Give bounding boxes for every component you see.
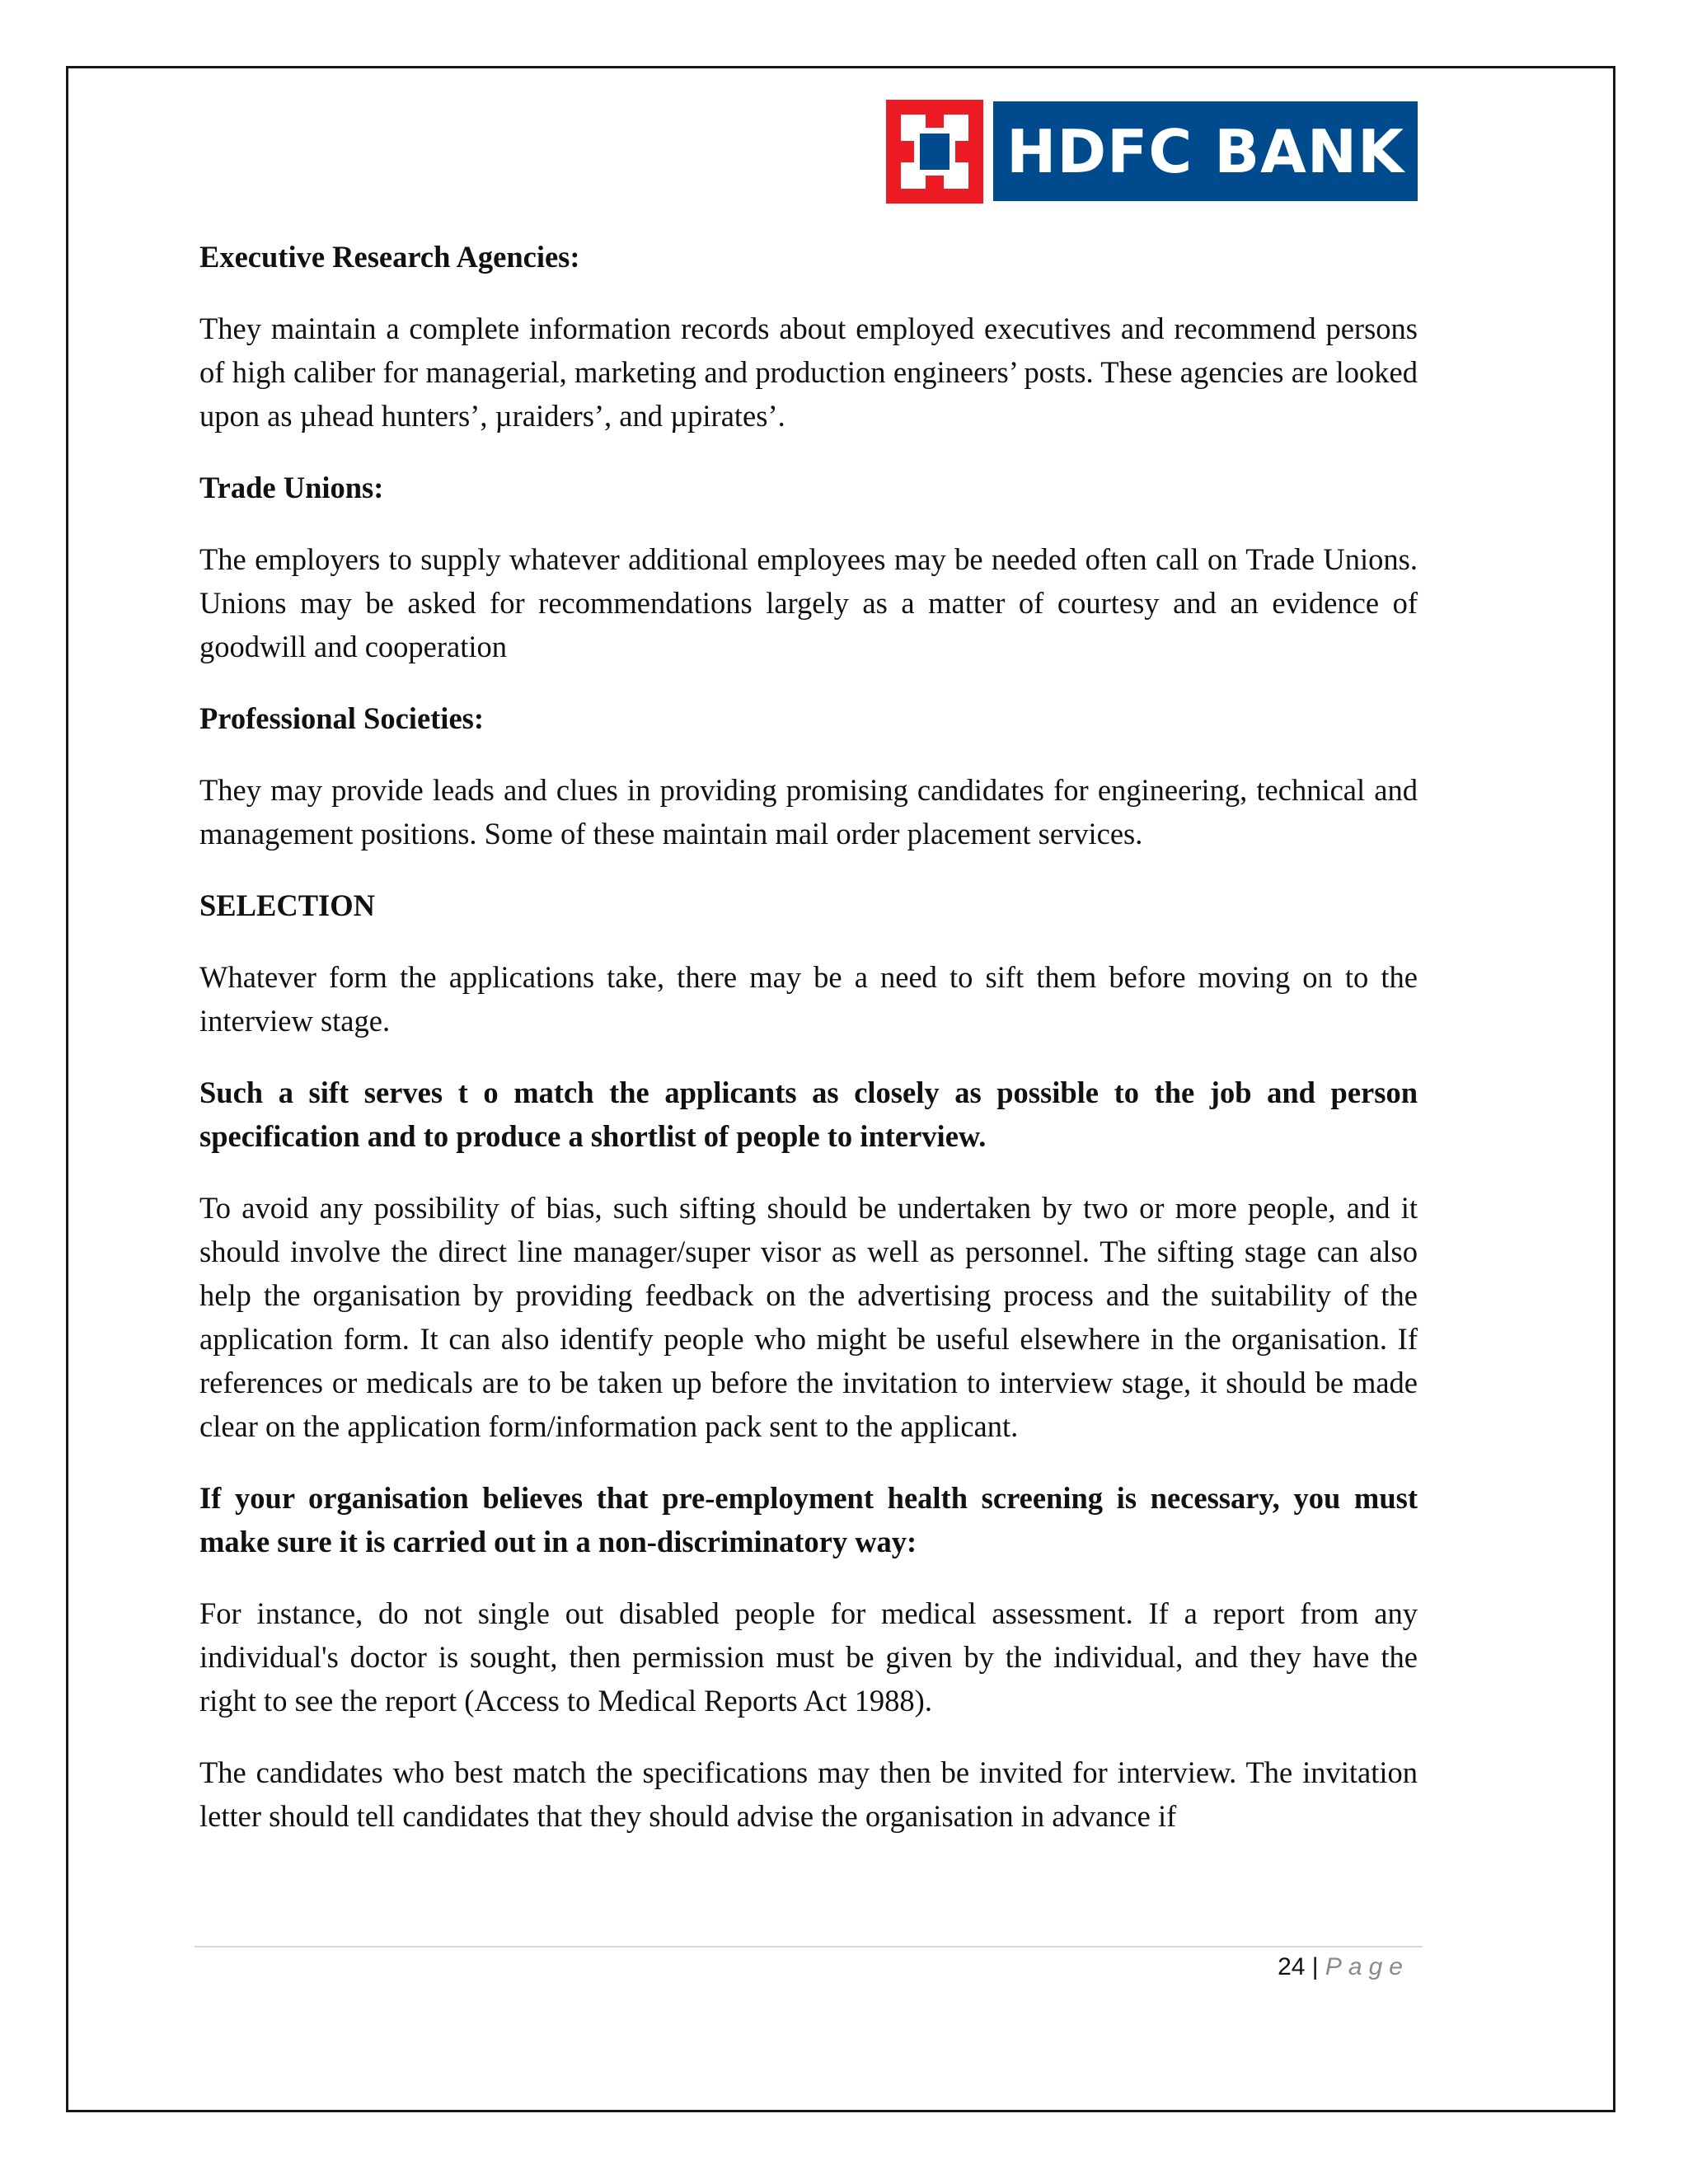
paragraph: To avoid any possibility of bias, such sifting should be undertaken by two or more people, and it should involve the direct line manager/super visor as well as personnel. The sifting stage can also help the organisation by providing feedback on the advertising process and the suitability of the application form. It can also identify people who might be useful elsewhere in the organisation. If references or medicals are to be taken up before the invitation to interview stage, it should be made clear on the application form/information pack sent to the applicant. [199,1191,1418,1443]
paragraph: They may provide leads and clues in providing promising candidates for engineering, technical and management positions. Some of these maintain mail order placement services. [199,773,1418,851]
bold-paragraph: Such a sift serves t o match the applicants as closely as possible to the job and person specification and to produce a shortlist of people to interview. [199,1076,1418,1153]
paragraph: The candidates who best match the specifications may then be invited for interview. The invitation letter should tell candidates that they should advise the organisation in advance if [199,1755,1418,1833]
hdfc-bank-logo [886,100,1418,204]
section-heading: SELECTION [199,888,375,922]
paragraph: The employers to supply whatever additional employees may be needed often call on Trade Unions. Unions may be asked for recommendations largely as a matter of courtesy and an evidence of goodwill and cooperation [199,542,1418,663]
section-heading: Executive Research Agencies: [199,240,580,274]
page-number: 24 [1278,1953,1306,1980]
page-separator: | [1311,1953,1319,1980]
section-heading: Professional Societies: [199,701,485,735]
section-heading: Trade Unions: [199,471,384,504]
footer-divider [195,1946,1423,1947]
logo-wordmark: HDFC BANK [993,101,1418,201]
paragraph: For instance, do not single out disabled people for medical assessment. If a report from any individual's doctor is sought, then permission must be given by the individual, and they have the right to see the report (Access to Medical Reports Act 1988). [199,1596,1418,1718]
paragraph: Whatever form the applications take, there may be a need to sift them before moving on to the interview stage. [199,960,1418,1038]
bold-paragraph: If your organisation believes that pre-employment health screening is necessary, you must make sure it is carried out in a non-discriminatory way: [199,1481,1418,1558]
document-body [199,235,1418,1838]
page-label: Page [1325,1953,1409,1980]
page-footer [1154,1951,1409,1984]
paragraph: They maintain a complete information records about employed executives and recommend persons of high caliber for managerial, marketing and production engineers’ posts. These agencies are looked upon as µhead hunters’, µraiders’, and µpirates’. [199,312,1418,433]
hdfc-logo-mark-icon [886,100,983,204]
